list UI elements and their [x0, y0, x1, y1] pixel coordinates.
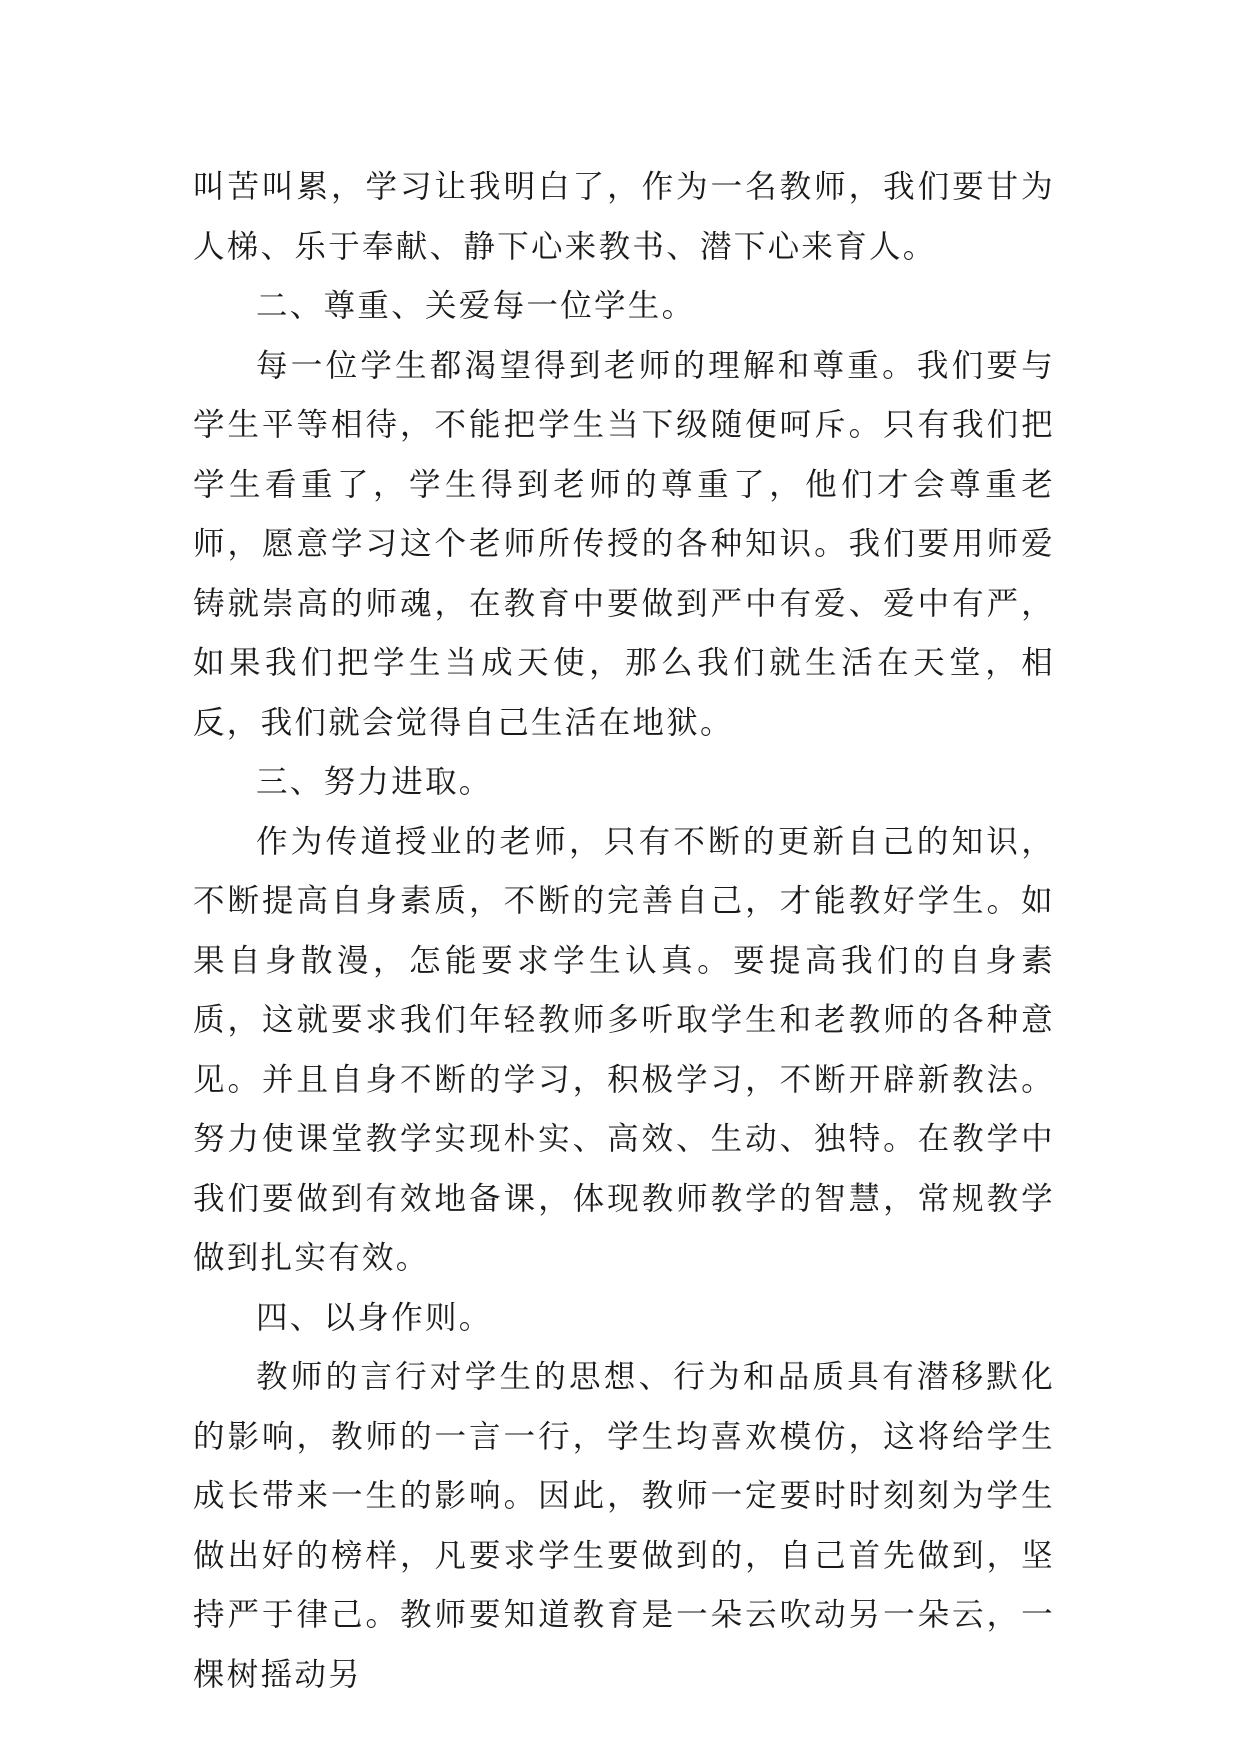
paragraph-respect-students: 每一位学生都渴望得到老师的理解和尊重。我们要与学生平等相待，不能把学生当下级随便呵斥。只有我们把学生看重了，学生得到老师的尊重了，他们才会尊重老师，愿意学习这个老师所传授的各种知识。我们要用师爱铸就崇高的师魂，在教育中要做到严中有爱、爱中有严，如果我们把学生当成天使，那么我们就生活在天堂，相反，我们就会觉得自己生活在地狱。	[193, 347, 1055, 741]
paragraph-lead-by-example: 教师的言行对学生的思想、行为和品质具有潜移默化的影响，教师的一言一行，学生均喜欢模仿，这将给学生成长带来一生的影响。因此，教师一定要时时刻刻为学生做出好的榜样，凡要求学生要做到的，自己首先做到，坚持严于律己。教师要知道教育是一朵云吹动另一朵云，一棵树摇动另	[193, 1359, 1055, 1693]
section-heading-3: 三、努力进取。	[256, 764, 493, 800]
paragraph-self-improvement: 作为传道授业的老师，只有不断的更新自己的知识，不断提高自身素质，不断的完善自己，才能教好学生。如果自身散漫，怎能要求学生认真。要提高我们的自身素质，这就要求我们年轻教师多听取学生和老教师的各种意见。并且自身不断的学习，积极学习，不断开辟新教法。努力使课堂教学实现朴实、高效、生动、独特。在教学中我们要做到有效地备课，体现教师教学的智慧，常规教学做到扎实有效。	[193, 823, 1055, 1276]
section-heading-2: 二、尊重、关爱每一位学生。	[256, 288, 696, 324]
section-heading-4: 四、以身作则。	[256, 1299, 493, 1336]
document-body	[193, 158, 1055, 1705]
paragraph-continuation: 叫苦叫累，学习让我明白了，作为一名教师，我们要甘为人梯、乐于奉献、静下心来教书、潜下心来育人。	[193, 169, 1055, 265]
